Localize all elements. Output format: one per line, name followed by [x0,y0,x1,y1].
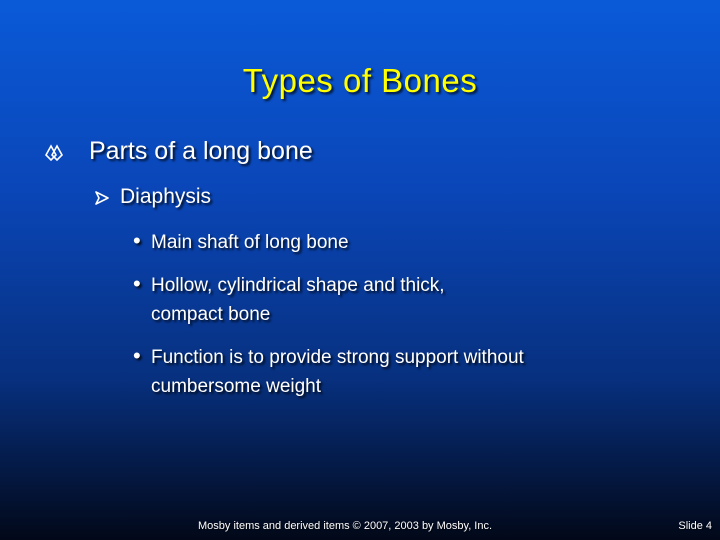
bullet-parts-of-long-bone: Parts of a long bone [89,137,313,165]
dot-bullet-icon: • [133,228,141,253]
footer-credit: Mosby items and derived items © 2007, 2003 by Mosby, Inc. [198,520,493,532]
arrow-bullet-icon [95,191,109,205]
bullet-diaphysis: Diaphysis [120,185,212,208]
bullet-text-continued: compact bone [151,304,271,325]
dot-bullet-icon: • [133,271,141,296]
bullet-text: Main shaft of long bone [151,232,349,253]
bullet-text-continued: cumbersome weight [151,376,322,397]
slide-title: Types of Bones [242,62,478,99]
bullet-text: Hollow, cylindrical shape and thick, [151,275,445,296]
bullet-text: Function is to provide strong support without [151,347,524,368]
cards-bullet-icon [43,141,65,163]
dot-bullet-icon: • [133,343,141,368]
slide-number: Slide 4 [678,520,712,532]
